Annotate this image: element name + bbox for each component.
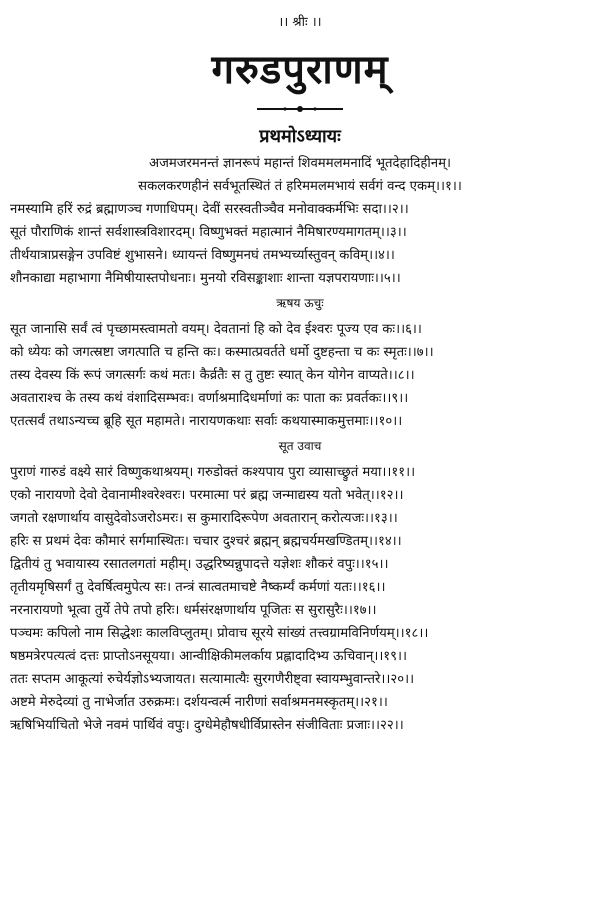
ornament-line-icon	[255, 102, 345, 116]
chapter-heading: प्रथमोऽध्यायः	[259, 126, 341, 147]
verse-line: एको नारायणो देवो देवानामीश्वरेश्वरः। परमात्मा परं ब्रह्म जन्माद्यस्य यतो भवेत्।।१२।।	[10, 488, 404, 503]
verse-line: अजमजरमनन्तं ज्ञानरूपं महान्तं शिवममलमनादिं भूतदेहादिहीनम्।	[149, 156, 451, 171]
verse-line: ऋषिभिर्याचितो भेजे नवमं पार्थिवं वपुः। दुग्धेमेहौषधीर्विप्रास्तेन संजीविताः प्रजाः।।२२।।	[10, 718, 404, 733]
verse-line: नरनारायणो भूत्वा तुर्ये तेपे तपो हरिः। धर्मसंरक्षणार्थाय पूजितः स सुरासुरैः।।१७।।	[10, 603, 377, 618]
verse-line: जगतो रक्षणार्थाय वासुदेवोऽजरोऽमरः। स कुमारादिरूपेण अवतारान् करोत्यजः।।१३।।	[10, 511, 398, 526]
invocation: ।। श्रीः ।।	[278, 15, 322, 30]
verse-line: अष्टमे मेरुदेव्यां तु नाभेर्जात उरुक्रमः। दर्शयन्वर्त्म नारीणां सर्वाश्रमनमस्कृतम्।।२१।।	[10, 695, 388, 710]
page	[0, 12, 600, 912]
verse-line: नमस्यामि हरिं रुद्रं ब्रह्माणञ्च गणाधिपम्। देवीं सरस्वतीञ्चैव मनोवाक्कर्मभिः सदा।।२।।	[10, 202, 409, 217]
verse-line: सूत जानासि सर्वं त्वं पृच्छामस्त्वामतो वयम्। देवतानां हि को देव ईश्वरः पूज्य एव कः।।६।।	[10, 322, 422, 337]
verse-line: पञ्चमः कपिलो नाम सिद्धेशः कालविप्लुतम्। प्रोवाच सूरये सांख्यं तत्त्वग्रामविनिर्णयम्।।१८।।	[10, 626, 429, 641]
rishaya-verses	[10, 318, 590, 433]
verse-line: षष्ठमत्रेरपत्यत्वं दत्तः प्राप्तोऽनसूयया। आन्वीक्षिकीमलर्काय प्रह्लादादिभ्य ऊचिवान्।।१९।।	[10, 649, 408, 664]
verse-line: ततः सप्तम आकूत्यां रुचेर्यज्ञोऽभ्यजायत। सत्यामात्यैः सुरगणैरीष्ट्वा स्वायम्भुवान्तरे।।२०।।	[10, 672, 415, 687]
section-heading-suta: सूत उवाच	[278, 439, 322, 453]
verse-line: हरिः स प्रथमं देवः कौमारं सर्गमास्थितः। चचार दुश्चरं ब्रह्मन् ब्रह्मचर्यमखण्डितम्।।१४।।	[10, 534, 402, 549]
verse-line: तस्य देवस्य किं रूपं जगत्सर्गः कथं मतः। कैर्व्रतैः स तु तुष्टः स्यात् केन योगेन वाप्यते।।८।।	[10, 368, 415, 383]
verse-line: को ध्येयः को जगत्स्रष्टा जगत्पाति च हन्ति कः। कस्मात्प्रवर्तते धर्मो दुष्टहन्ता च कः स्मृतः।।७।।	[10, 345, 434, 360]
page-title: गरुडपुराणम्	[211, 46, 389, 93]
suta-verses	[10, 461, 590, 737]
verse-line: एतत्सर्वं तथाऽन्यच्च ब्रूहि सूत महामते। नारायणकथाः सर्वाः कथयास्माकमुत्तमाः।।१०।।	[10, 414, 403, 429]
verse-line: शौनकाद्या महाभागा नैमिषीयास्तपोधनाः। मुनयो रविसङ्काशाः शान्ता यज्ञपरायणाः।।५।।	[10, 271, 401, 286]
verse-line: पुराणं गारुडं वक्ष्ये सारं विष्णुकथाश्रयम्। गरुडोक्तं कश्यपाय पुरा व्यासाच्छ्रुतं मया।।११।।	[10, 465, 416, 480]
title-ornament	[10, 102, 590, 116]
verse-line: सूतं पौराणिकं शान्तं सर्वशास्त्रविशारदम्। विष्णुभक्तं महात्मानं नैमिषारण्यमागतम्।।३।।	[10, 225, 407, 240]
verse-line: तृतीयमृषिसर्गं तु देवर्षित्वमुपेत्य सः। तन्त्रं सात्वतमाचष्टे नैष्कर्म्यं कर्मणां यतः।।१६।।	[10, 580, 386, 595]
verse-line: सकलकरणहीनं सर्वभूतस्थितं तं हरिममलमभायं सर्वगं वन्द एकम्।।१।।	[138, 179, 462, 194]
verse-line: अवताराश्च के तस्य कथं वंशादिसम्भवः। वर्णाश्रमादिधर्माणां कः पाता कः प्रवर्तकः।।९।।	[10, 391, 409, 406]
intro-verses	[10, 152, 590, 290]
section-heading-rishaya: ऋषय ऊचुः	[276, 296, 324, 310]
verse-line: द्वितीयं तु भवायास्य रसातलगतां महीम्। उद्धरिष्यन्नुपादत्ते यज्ञेशः शौकरं वपुः।।१५।।	[10, 557, 389, 572]
verse-line: तीर्थयात्राप्रसङ्गेन उपविष्टं शुभासने। ध्यायन्तं विष्णुमनघं तमभ्यर्च्यास्तुवन् कविम्।।४।।	[10, 248, 395, 263]
